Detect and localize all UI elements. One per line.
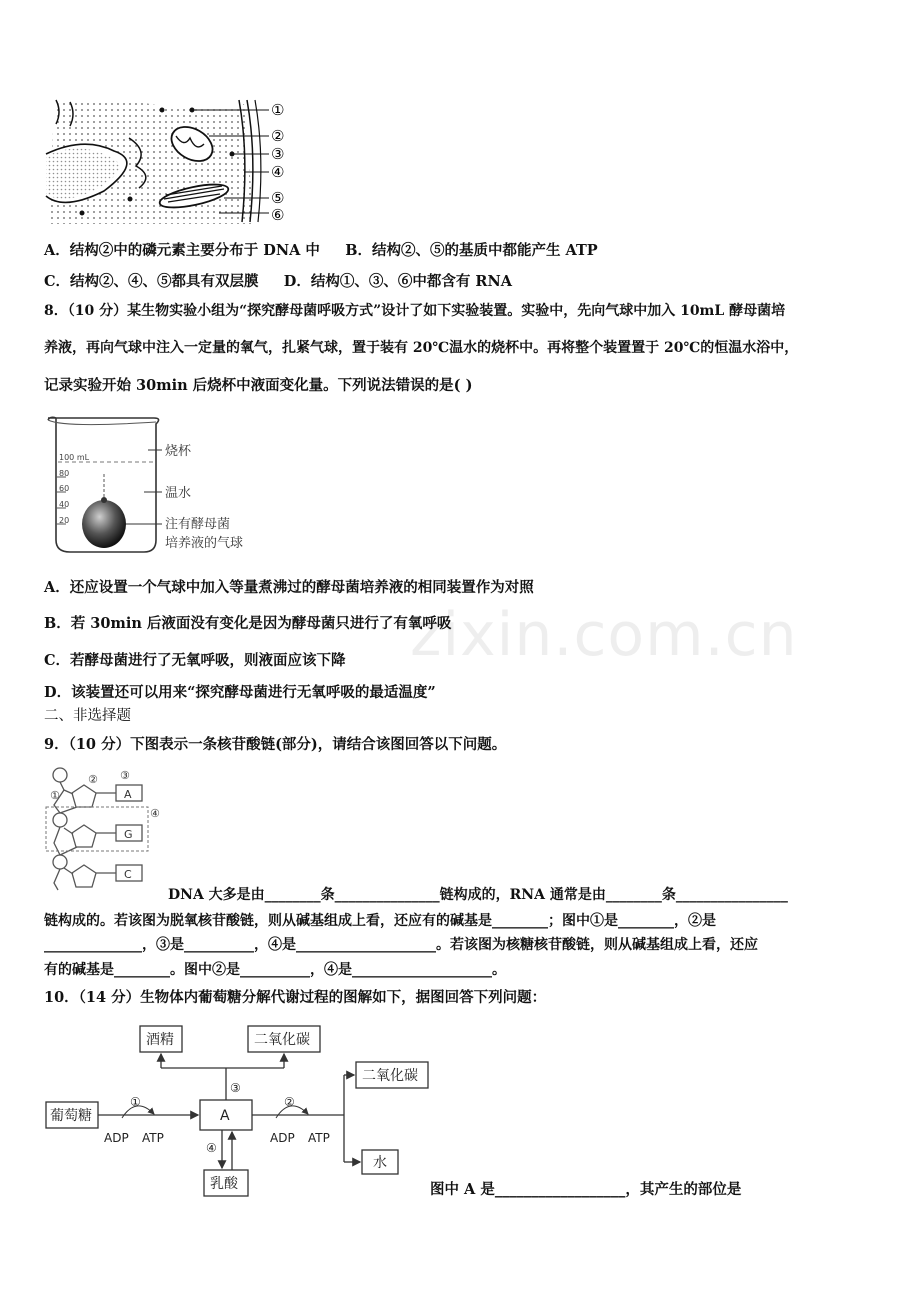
watermark: zixin.com.cn [410,600,798,670]
q8-option-b: B．若 30min 后液面没有变化是因为酵母菌只进行了有氧呼吸 [44,615,452,632]
q8-scale-20: 20 [59,516,70,525]
q9-base-c: C [124,868,132,881]
q8-scale-80: 80 [59,469,70,478]
q8-label-balloon-2: 培养液的气球 [165,536,244,551]
q7-option-d: D．结构①、③、⑥中都含有 RNA [283,273,512,290]
q10-co2-top-label: 二氧化碳 [254,1032,310,1048]
q8-scale-60: 60 [59,484,70,493]
q7-label-5: ⑤ [271,189,285,207]
q8-option-a: A．还应设置一个气球中加入等量煮沸过的酵母菌培养液的相同装置作为对照 [44,579,534,596]
q7-label-6: ⑥ [271,206,285,224]
q8-label-beaker: 烧杯 [165,444,192,459]
q9-stem: 9．（10 分）下图表示一条核苷酸链(部分)，请结合该图回答以下问题。 [44,736,507,753]
q9-base-a: A [124,788,132,801]
q9-text-line-2: 链构成的。若该图为脱氧核苷酸链，则从碱基组成上看，还应有的碱基是________；图中①是________，②是 [44,913,716,929]
q10-water-label: 水 [373,1155,387,1171]
q9-label-2: ② [88,773,98,786]
q9-base-g: G [124,828,133,841]
q9-text-line-3: ______________，③是__________，④是____________________。若该图为核糖核苷酸链，则从碱基组成上看，还应 [44,937,758,953]
q10-adp-1: ADP [104,1131,129,1145]
q7-label-3: ③ [271,145,285,163]
q9-text-line-4: 有的碱基是________。图中②是__________，④是____________________。 [44,962,506,978]
q7-cell-figure [44,96,304,226]
q9-label-4: ④ [150,807,160,820]
q8-stem-line-1: 8．（10 分）某生物实验小组为“探究酵母菌呼吸方式”设计了如下实验装置。实验中，先向气球中加入 10mL 酵母菌培 [44,303,786,319]
q10-alcohol-label: 酒精 [146,1032,174,1048]
q7-option-c: C．结构②、④、⑤都具有双层膜 [44,273,259,290]
q8-scale-top: 100 mL [59,453,90,462]
q8-label-balloon-1: 注有酵母菌 [165,517,231,532]
q10-a-label: A [220,1108,230,1124]
q7-label-1: ① [271,101,285,119]
q8-option-d: D．该装置还可以用来“探究酵母菌进行无氧呼吸的最适温度” [44,684,436,701]
q10-glucose-metabolism-figure [44,1020,434,1200]
q10-step-4: ④ [206,1141,217,1155]
q10-co2-right-label: 二氧化碳 [362,1068,418,1084]
q7-options-row-2 [44,272,512,292]
q8-stem-line-3: 记录实验开始 30min 后烧杯中液面变化量。下列说法错误的是( ) [44,377,473,394]
q7-options-row-1 [44,241,598,261]
q9-text-line-1: DNA 大多是由________条_______________链构成的，RNA 通常是由________条________________ [168,887,788,903]
q7-label-2: ② [271,127,285,145]
q9-nucleotide-chain-figure [44,765,174,895]
q7-option-a: A．结构②中的磷元素主要分布于 DNA 中 [44,242,320,259]
q7-label-4: ④ [271,163,285,181]
q10-stem: 10．（14 分）生物体内葡萄糖分解代谢过程的图解如下，据图回答下列问题： [44,989,547,1006]
q10-atp-2: ATP [308,1131,330,1145]
q10-step-2: ② [284,1095,295,1109]
q9-label-1: ① [50,789,60,802]
q10-step-3: ③ [230,1081,241,1095]
q8-option-c: C．若酵母菌进行了无氧呼吸，则液面应该下降 [44,652,346,669]
q10-adp-2: ADP [270,1131,295,1145]
q10-question: 图中 A 是__________________，其产生的部位是 [430,1181,742,1198]
q9-label-3: ③ [120,769,130,782]
q8-label-water: 温水 [165,486,192,501]
q8-scale-40: 40 [59,500,70,509]
q10-atp-1: ATP [142,1131,164,1145]
q10-glucose-label: 葡萄糖 [50,1108,92,1124]
section-title: 二、非选择题 [44,708,131,724]
q8-beaker-figure [44,414,284,564]
q8-stem-line-2: 养液，再向气球中注入一定量的氧气，扎紧气球，置于装有 20℃温水的烧杯中。再将整个装置置于 20℃的恒温水浴中， [44,340,799,356]
q7-option-b: B．结构②、⑤的基质中都能产生 ATP [345,242,598,259]
q10-step-1: ① [130,1095,141,1109]
q10-lactic-label: 乳酸 [210,1176,238,1192]
